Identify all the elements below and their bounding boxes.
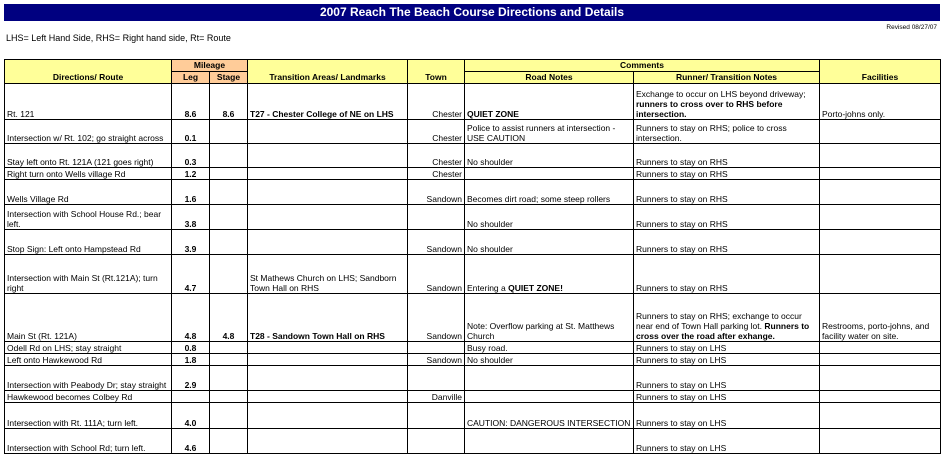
town-cell bbox=[408, 354, 465, 366]
cell-text: Runners to stay on LHS bbox=[636, 355, 727, 365]
directions-cell bbox=[5, 366, 172, 391]
transition-cell bbox=[248, 429, 408, 454]
table-row bbox=[5, 205, 941, 230]
cell-text: 4.6 bbox=[184, 443, 197, 453]
transition-cell bbox=[248, 342, 408, 354]
runner-notes-cell bbox=[634, 403, 820, 429]
table-row bbox=[5, 403, 941, 429]
leg-mileage-cell bbox=[172, 205, 210, 230]
cell-text: Runners to stay on LHS bbox=[636, 443, 727, 453]
table-row bbox=[5, 168, 941, 180]
town-cell bbox=[408, 366, 465, 391]
facilities-cell bbox=[820, 429, 941, 454]
abbreviation-legend: LHS= Left Hand Side, RHS= Right hand side, Rt= Route bbox=[6, 33, 231, 43]
runner-notes-cell bbox=[634, 342, 820, 354]
runner-notes-cell bbox=[634, 366, 820, 391]
cell-text: Runners to stay on RHS bbox=[636, 244, 728, 254]
transition-cell bbox=[248, 294, 408, 342]
header-leg: Leg bbox=[172, 72, 210, 84]
cell-text: Danville bbox=[431, 392, 462, 402]
road-notes-cell bbox=[465, 205, 634, 230]
runner-notes-cell bbox=[634, 354, 820, 366]
cell-text: No shoulder bbox=[467, 157, 513, 167]
stage-mileage-cell bbox=[210, 230, 248, 255]
road-notes-cell bbox=[465, 180, 634, 205]
cell-text: Becomes dirt road; some steep rollers bbox=[467, 194, 611, 204]
town-cell bbox=[408, 255, 465, 294]
town-cell bbox=[408, 429, 465, 454]
leg-mileage-cell bbox=[172, 230, 210, 255]
leg-mileage-cell bbox=[172, 294, 210, 342]
road-notes-cell bbox=[465, 403, 634, 429]
cell-text: Runners to stay on RHS; exchange to occur near end of Town Hall parking lot. bbox=[636, 311, 802, 331]
directions-cell bbox=[5, 294, 172, 342]
cell-text: Sandown bbox=[426, 244, 462, 254]
leg-mileage-cell bbox=[172, 168, 210, 180]
facilities-cell bbox=[820, 168, 941, 180]
header-comments: Comments bbox=[465, 60, 820, 72]
cell-text: 1.6 bbox=[184, 194, 197, 204]
runner-notes-cell bbox=[634, 230, 820, 255]
cell-text: 4.0 bbox=[184, 418, 197, 428]
cell-text: Porto-johns only. bbox=[822, 109, 886, 119]
header-transition: Transition Areas/ Landmarks bbox=[248, 60, 408, 84]
town-cell bbox=[408, 391, 465, 403]
cell-text: Sandown bbox=[426, 194, 462, 204]
road-notes-cell bbox=[465, 429, 634, 454]
table-row bbox=[5, 120, 941, 144]
cell-text: Exchange to occur on LHS beyond driveway; bbox=[636, 89, 806, 99]
transition-cell bbox=[248, 120, 408, 144]
cell-text: Stay left onto Rt. 121A (121 goes right) bbox=[7, 157, 154, 167]
facilities-cell bbox=[820, 354, 941, 366]
leg-mileage-cell bbox=[172, 403, 210, 429]
cell-text: Wells Village Rd bbox=[7, 194, 69, 204]
road-notes-cell bbox=[465, 366, 634, 391]
road-notes-cell bbox=[465, 230, 634, 255]
cell-text: 4.8 bbox=[222, 331, 235, 341]
stage-mileage-cell bbox=[210, 205, 248, 230]
cell-text: CAUTION: DANGEROUS INTERSECTION bbox=[467, 418, 631, 428]
transition-cell bbox=[248, 403, 408, 429]
leg-mileage-cell bbox=[172, 180, 210, 205]
directions-cell bbox=[5, 354, 172, 366]
road-notes-cell bbox=[465, 354, 634, 366]
facilities-cell bbox=[820, 230, 941, 255]
facilities-cell bbox=[820, 294, 941, 342]
town-cell bbox=[408, 342, 465, 354]
table-row bbox=[5, 391, 941, 403]
transition-cell bbox=[248, 354, 408, 366]
cell-text: Runners to stay on RHS bbox=[636, 157, 728, 167]
runner-notes-cell bbox=[634, 180, 820, 205]
facilities-cell bbox=[820, 84, 941, 120]
facilities-cell bbox=[820, 144, 941, 168]
header-town: Town bbox=[408, 60, 465, 84]
header-mileage: Mileage bbox=[172, 60, 248, 72]
stage-mileage-cell bbox=[210, 429, 248, 454]
stage-mileage-cell bbox=[210, 366, 248, 391]
cell-text: Right turn onto Wells village Rd bbox=[7, 169, 126, 179]
table-row bbox=[5, 180, 941, 205]
town-cell bbox=[408, 84, 465, 120]
cell-text: Intersection with School Rd; turn left. bbox=[7, 443, 146, 453]
cell-text: 3.8 bbox=[184, 219, 197, 229]
stage-mileage-cell bbox=[210, 144, 248, 168]
cell-text: No shoulder bbox=[467, 219, 513, 229]
table-row bbox=[5, 294, 941, 342]
cell-text: No shoulder bbox=[467, 355, 513, 365]
runner-notes-cell bbox=[634, 429, 820, 454]
stage-mileage-cell bbox=[210, 84, 248, 120]
road-notes-cell bbox=[465, 294, 634, 342]
cell-text: Restrooms, porto-johns, and facility water on site. bbox=[822, 321, 930, 341]
header-row-top bbox=[5, 60, 941, 72]
road-notes-cell bbox=[465, 391, 634, 403]
cell-text: Sandown bbox=[426, 355, 462, 365]
cell-text: Main St (Rt. 121A) bbox=[7, 331, 77, 341]
cell-text: 2.9 bbox=[184, 380, 197, 390]
table-row bbox=[5, 230, 941, 255]
header-directions: Directions/ Route bbox=[5, 60, 172, 84]
cell-text: Sandown bbox=[426, 331, 462, 341]
town-cell bbox=[408, 120, 465, 144]
road-notes-cell bbox=[465, 144, 634, 168]
runner-notes-cell bbox=[634, 120, 820, 144]
stage-mileage-cell bbox=[210, 294, 248, 342]
cell-text: Rt. 121 bbox=[7, 109, 35, 119]
cell-text: 8.6 bbox=[184, 109, 197, 119]
table-row bbox=[5, 342, 941, 354]
stage-mileage-cell bbox=[210, 168, 248, 180]
directions-cell bbox=[5, 168, 172, 180]
cell-text: Runners to stay on LHS bbox=[636, 343, 727, 353]
road-notes-cell bbox=[465, 342, 634, 354]
stage-mileage-cell bbox=[210, 403, 248, 429]
cell-text: T27 - Chester College of NE on LHS bbox=[250, 109, 394, 119]
cell-text: Note: Overflow parking at St. Matthews Church bbox=[467, 321, 615, 341]
cell-text: Entering a bbox=[467, 283, 509, 293]
table-row bbox=[5, 84, 941, 120]
cell-text: Intersection w/ Rt. 102; go straight across bbox=[7, 133, 164, 143]
directions-cell bbox=[5, 144, 172, 168]
cell-text: Police to assist runners at intersection - USE CAUTION bbox=[467, 123, 616, 143]
cell-text: T28 - Sandown Town Hall on RHS bbox=[250, 331, 385, 341]
cell-text: Runners to stay on LHS bbox=[636, 380, 727, 390]
leg-mileage-cell bbox=[172, 391, 210, 403]
directions-cell bbox=[5, 205, 172, 230]
cell-text: 3.9 bbox=[184, 244, 197, 254]
table-body bbox=[5, 84, 941, 454]
cell-text: QUIET ZONE bbox=[467, 109, 519, 119]
runner-notes-cell bbox=[634, 168, 820, 180]
cell-text: Left onto Hawkewood Rd bbox=[7, 355, 102, 365]
leg-mileage-cell bbox=[172, 120, 210, 144]
cell-text: runners to cross over to RHS before intersection. bbox=[636, 99, 783, 119]
cell-text: Runners to stay on LHS bbox=[636, 418, 727, 428]
road-notes-cell bbox=[465, 120, 634, 144]
cell-text: 1.8 bbox=[184, 355, 197, 365]
cell-text: Chester bbox=[432, 169, 462, 179]
road-notes-cell bbox=[465, 255, 634, 294]
directions-cell bbox=[5, 342, 172, 354]
cell-text: 4.7 bbox=[184, 283, 197, 293]
header-road-notes: Road Notes bbox=[465, 72, 634, 84]
cell-text: Chester bbox=[432, 157, 462, 167]
revised-date: Revised 08/27/07 bbox=[886, 24, 937, 31]
runner-notes-cell bbox=[634, 255, 820, 294]
town-cell bbox=[408, 403, 465, 429]
leg-mileage-cell bbox=[172, 255, 210, 294]
leg-mileage-cell bbox=[172, 144, 210, 168]
leg-mileage-cell bbox=[172, 366, 210, 391]
directions-cell bbox=[5, 230, 172, 255]
road-notes-cell bbox=[465, 84, 634, 120]
cell-text: Runners to stay on RHS bbox=[636, 169, 728, 179]
transition-cell bbox=[248, 255, 408, 294]
runner-notes-cell bbox=[634, 391, 820, 403]
leg-mileage-cell bbox=[172, 429, 210, 454]
directions-cell bbox=[5, 391, 172, 403]
cell-text: Stop Sign: Left onto Hampstead Rd bbox=[7, 244, 141, 254]
road-notes-cell bbox=[465, 168, 634, 180]
cell-text: Runners to stay on LHS bbox=[636, 392, 727, 402]
cell-text: Runners to stay on RHS bbox=[636, 194, 728, 204]
leg-mileage-cell bbox=[172, 342, 210, 354]
cell-text: QUIET ZONE! bbox=[508, 283, 563, 293]
page-title: 2007 Reach The Beach Course Directions and Details bbox=[4, 4, 940, 21]
runner-notes-cell bbox=[634, 294, 820, 342]
cell-text: St Mathews Church on LHS; Sandborn Town Hall on RHS bbox=[250, 273, 397, 293]
town-cell bbox=[408, 230, 465, 255]
stage-mileage-cell bbox=[210, 391, 248, 403]
stage-mileage-cell bbox=[210, 180, 248, 205]
cell-text: Chester bbox=[432, 109, 462, 119]
stage-mileage-cell bbox=[210, 120, 248, 144]
town-cell bbox=[408, 144, 465, 168]
runner-notes-cell bbox=[634, 205, 820, 230]
town-cell bbox=[408, 168, 465, 180]
cell-text: Busy road. bbox=[467, 343, 508, 353]
table-row bbox=[5, 255, 941, 294]
cell-text: 1.2 bbox=[184, 169, 197, 179]
cell-text: Hawkewood becomes Colbey Rd bbox=[7, 392, 133, 402]
stage-mileage-cell bbox=[210, 342, 248, 354]
cell-text: No shoulder bbox=[467, 244, 513, 254]
directions-cell bbox=[5, 255, 172, 294]
directions-cell bbox=[5, 403, 172, 429]
transition-cell bbox=[248, 366, 408, 391]
town-cell bbox=[408, 205, 465, 230]
transition-cell bbox=[248, 230, 408, 255]
transition-cell bbox=[248, 205, 408, 230]
directions-cell bbox=[5, 84, 172, 120]
runner-notes-cell bbox=[634, 144, 820, 168]
table-row bbox=[5, 429, 941, 454]
table-row bbox=[5, 144, 941, 168]
table-row bbox=[5, 354, 941, 366]
table-row bbox=[5, 366, 941, 391]
directions-cell bbox=[5, 429, 172, 454]
facilities-cell bbox=[820, 120, 941, 144]
facilities-cell bbox=[820, 342, 941, 354]
cell-text: Runners to stay on RHS; police to cross intersection. bbox=[636, 123, 787, 143]
cell-text: 0.3 bbox=[184, 157, 197, 167]
leg-mileage-cell bbox=[172, 84, 210, 120]
transition-cell bbox=[248, 391, 408, 403]
runner-notes-cell bbox=[634, 84, 820, 120]
town-cell bbox=[408, 180, 465, 205]
cell-text: 0.1 bbox=[184, 133, 197, 143]
facilities-cell bbox=[820, 255, 941, 294]
cell-text: 8.6 bbox=[222, 109, 235, 119]
transition-cell bbox=[248, 144, 408, 168]
directions-cell bbox=[5, 180, 172, 205]
header-runner-notes: Runner/ Transition Notes bbox=[634, 72, 820, 84]
cell-text: Odell Rd on LHS; stay straight bbox=[7, 343, 122, 353]
cell-text: Runners to stay on RHS bbox=[636, 283, 728, 293]
facilities-cell bbox=[820, 205, 941, 230]
facilities-cell bbox=[820, 180, 941, 205]
transition-cell bbox=[248, 180, 408, 205]
header-facilities: Facilities bbox=[820, 60, 941, 84]
stage-mileage-cell bbox=[210, 354, 248, 366]
facilities-cell bbox=[820, 403, 941, 429]
leg-mileage-cell bbox=[172, 354, 210, 366]
cell-text: Sandown bbox=[426, 283, 462, 293]
cell-text: Intersection with School House Rd.; bear left. bbox=[7, 209, 162, 229]
cell-text: 0.8 bbox=[184, 343, 197, 353]
header-stage: Stage bbox=[210, 72, 248, 84]
stage-mileage-cell bbox=[210, 255, 248, 294]
cell-text: 4.8 bbox=[184, 331, 197, 341]
course-directions-table bbox=[4, 59, 941, 454]
town-cell bbox=[408, 294, 465, 342]
directions-cell bbox=[5, 120, 172, 144]
cell-text: Intersection with Peabody Dr; stay straight bbox=[7, 380, 167, 390]
cell-text: Runners to cross over the road after exhange. bbox=[636, 321, 810, 341]
transition-cell bbox=[248, 168, 408, 180]
cell-text: Chester bbox=[432, 133, 462, 143]
facilities-cell bbox=[820, 391, 941, 403]
transition-cell bbox=[248, 84, 408, 120]
cell-text: Intersection with Main St (Rt.121A); turn right bbox=[7, 273, 158, 293]
cell-text: Runners to stay on RHS bbox=[636, 219, 728, 229]
cell-text: Intersection with Rt. 111A; turn left. bbox=[7, 418, 139, 428]
facilities-cell bbox=[820, 366, 941, 391]
